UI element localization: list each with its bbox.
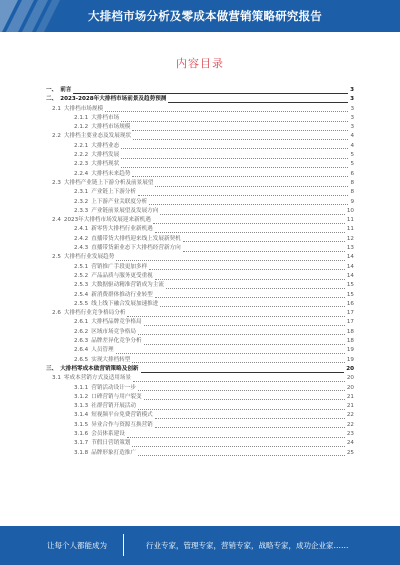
toc-entry[interactable] xyxy=(38,123,354,132)
toc-entry-number: 2.3.3 xyxy=(74,207,89,214)
toc-entry[interactable] xyxy=(38,170,354,179)
toc-page-number: 3 xyxy=(350,124,354,131)
footer-slogan: 让每个人都能成为 xyxy=(47,541,107,550)
toc-page-number: 8 xyxy=(350,179,354,186)
toc-entry[interactable] xyxy=(38,300,354,309)
toc-entry[interactable] xyxy=(38,328,354,337)
toc-page-number: 3 xyxy=(350,87,354,93)
toc-leader-dots xyxy=(138,404,345,410)
toc-entry-number: 3.1.8 xyxy=(74,449,89,456)
toc-page-number: 11 xyxy=(346,217,354,224)
toc-entry-number: 2.4.2 xyxy=(74,235,89,242)
toc-leader-dots xyxy=(116,255,345,261)
toc-entry-title: 大排档零成本做营销策略及创新 xyxy=(60,365,139,372)
toc-entry-number: 2.5 xyxy=(52,254,61,261)
toc-entry[interactable] xyxy=(38,374,354,383)
toc-page-number: 21 xyxy=(346,393,354,400)
toc-entry-number: 2.6.1 xyxy=(74,319,89,326)
toc-page-number: 22 xyxy=(346,412,354,419)
toc-entry[interactable] xyxy=(38,393,354,402)
toc-page-number: 24 xyxy=(346,440,354,447)
toc-entry[interactable] xyxy=(38,365,354,374)
toc-entry-number: 2.6 xyxy=(52,310,61,317)
footer-divider xyxy=(123,534,124,556)
toc-entry-title: 口碑营销与用户裂变 xyxy=(91,393,142,400)
toc-page-number: 3 xyxy=(350,105,354,112)
toc-entry-number: 2.2 xyxy=(52,133,61,140)
toc-entry-title: 大排档行业竞争格局分析 xyxy=(63,310,126,317)
toc-entry-title: 产业链上下游分析 xyxy=(91,189,136,196)
toc-page-number: 18 xyxy=(346,328,354,335)
toc-page-number: 13 xyxy=(346,245,354,252)
toc-page-number: 18 xyxy=(346,338,354,345)
toc-leader-dots xyxy=(121,143,348,149)
toc-entry-title: 会员体系建设 xyxy=(91,430,125,437)
toc-entry-title: 大数据驱动精准营销成为主流 xyxy=(91,282,164,289)
toc-entry[interactable] xyxy=(38,86,354,95)
toc-entry-number: 2.5.1 xyxy=(74,263,89,270)
toc-page-number: 19 xyxy=(346,347,354,354)
toc-entry[interactable] xyxy=(38,105,354,114)
toc-leader-dots xyxy=(138,329,345,335)
toc-entry-title: 2023年大排档市场发展迎来新机遇 xyxy=(63,217,151,224)
toc-entry-title: 品牌形象打造推广 xyxy=(91,449,136,456)
toc-entry[interactable] xyxy=(38,253,354,262)
toc-entry[interactable] xyxy=(38,384,354,393)
toc-entry[interactable] xyxy=(38,411,354,420)
toc-leader-dots xyxy=(132,357,344,363)
toc-entry[interactable] xyxy=(38,151,354,160)
toc-entry[interactable] xyxy=(38,216,354,225)
toc-leader-dots xyxy=(121,153,348,159)
toc-leader-dots xyxy=(144,339,345,345)
page-header xyxy=(0,0,400,32)
toc-page-number: 8 xyxy=(350,189,354,196)
toc-entry-number: 2.6.5 xyxy=(74,356,89,363)
toc-entry-title: 人员管理 xyxy=(91,347,114,354)
toc-entry-number: 2.5.4 xyxy=(74,291,89,298)
toc-entry-number: 2.1 xyxy=(52,105,61,112)
toc-page-number: 20 xyxy=(346,375,354,382)
toc-entry-number: 一、 xyxy=(46,87,58,93)
toc-page-number: 12 xyxy=(346,235,354,242)
toc-page-number: 14 xyxy=(346,254,354,261)
toc-entry-title: 大排档未来趋势 xyxy=(91,170,131,177)
toc-entry-title: 线上线下融合发展加速推进 xyxy=(91,300,159,307)
toc-entry-title: 大排档业态 xyxy=(91,142,120,149)
toc-entry[interactable] xyxy=(38,439,354,448)
toc-leader-dots xyxy=(155,274,345,280)
toc-leader-dots xyxy=(132,125,348,131)
toc-entry[interactable] xyxy=(38,356,354,365)
toc-leader-dots xyxy=(132,441,344,447)
toc-page-number: 11 xyxy=(346,226,354,233)
toc-entry-title: 新消费群体推动行业转型 xyxy=(91,291,153,298)
toc-entry[interactable] xyxy=(38,198,354,207)
toc-leader-dots xyxy=(127,432,345,438)
toc-page-number: 17 xyxy=(346,319,354,326)
toc-page-number: 3 xyxy=(350,96,354,103)
toc-entry-number: 3.1.2 xyxy=(74,393,89,400)
toc-entry[interactable] xyxy=(38,337,354,346)
toc-entry-number: 2.3 xyxy=(52,179,61,186)
report-title: 大排档市场分析及零成本做营销策略研究报告 xyxy=(88,9,322,23)
toc-entry-title: 新零售大排档行业新机遇 xyxy=(91,226,153,233)
toc-entry[interactable] xyxy=(38,309,354,318)
toc-entry[interactable] xyxy=(38,291,354,300)
toc-entry-title: 大排档品牌竞争格局 xyxy=(91,319,142,326)
toc-page-number: 3 xyxy=(350,114,354,121)
toc-leader-dots xyxy=(138,385,345,391)
toc-entry-title: 产品品质与服务更受重视 xyxy=(91,272,153,279)
toc-page-number: 10 xyxy=(346,207,354,214)
toc-entry[interactable] xyxy=(38,318,354,327)
toc-entry[interactable] xyxy=(38,188,354,197)
toc-entry[interactable] xyxy=(38,114,354,123)
toc-entry-number: 3.1.4 xyxy=(74,412,89,419)
toc-leader-dots xyxy=(144,320,345,326)
toc-entry-number: 3.1 xyxy=(52,375,61,382)
toc-leader-dots xyxy=(141,367,345,373)
toc-leader-dots xyxy=(116,348,345,354)
toc-entry-number: 2.1.1 xyxy=(74,114,89,121)
toc-leader-dots xyxy=(160,209,345,215)
header-stripe-decoration xyxy=(0,0,90,32)
toc-entry-title: 2023-2028年大排档市场前景及趋势预测 xyxy=(60,96,167,103)
toc-entry[interactable] xyxy=(38,225,354,234)
toc-leader-dots xyxy=(183,236,345,242)
toc-leader-dots xyxy=(138,450,345,456)
toc-entry-title: 产业链前景展望及发展方向 xyxy=(91,207,159,214)
toc-entry-title: 前言 xyxy=(60,87,72,93)
toc-page-number: 14 xyxy=(346,272,354,279)
toc-entry[interactable] xyxy=(38,179,354,188)
toc-leader-dots xyxy=(105,106,348,112)
toc-page-number: 20 xyxy=(346,365,354,372)
toc-entry-number: 2.4.3 xyxy=(74,245,89,252)
toc-entry-title: 短视频平台免费营销模式 xyxy=(91,412,153,419)
toc-page-number: 16 xyxy=(346,300,354,307)
toc-entry-title: 大排档发展 xyxy=(91,152,120,159)
toc-entry[interactable] xyxy=(38,132,354,141)
toc-leader-dots xyxy=(155,413,345,419)
toc-entry-title: 上下游产业关联度分析 xyxy=(91,198,148,205)
toc-page-number: 25 xyxy=(346,449,354,456)
toc-entry-number: 3.1.6 xyxy=(74,430,89,437)
toc-entry[interactable] xyxy=(38,244,354,253)
toc-leader-dots xyxy=(149,264,345,270)
page-footer xyxy=(0,526,400,565)
toc-entry-title: 区域市场竞争格局 xyxy=(91,328,136,335)
toc-page-number: 14 xyxy=(346,263,354,270)
toc-leader-dots xyxy=(127,311,344,317)
toc-leader-dots xyxy=(121,162,348,168)
toc-entry[interactable] xyxy=(38,207,354,216)
toc-entry-number: 2.5.5 xyxy=(74,300,89,307)
toc-entry[interactable] xyxy=(38,346,354,355)
toc-entry-number: 3.1.3 xyxy=(74,403,89,410)
toc-leader-dots xyxy=(155,227,345,233)
toc-page-number: 15 xyxy=(346,291,354,298)
toc-entry-number: 2.4.1 xyxy=(74,226,89,233)
toc-page-number: 15 xyxy=(346,282,354,289)
toc-entry[interactable] xyxy=(38,430,354,439)
toc-entry[interactable] xyxy=(38,235,354,244)
toc-entry-title: 大排档市场规模 xyxy=(91,124,131,131)
toc-leader-dots xyxy=(121,116,348,122)
toc-page-number: 21 xyxy=(346,403,354,410)
toc-page-number: 22 xyxy=(346,421,354,428)
footer-tagline: 行业专家，管理专家，营销专家，战略专家，成功企业家…… xyxy=(146,541,349,550)
toc-entry-number: 2.3.2 xyxy=(74,198,89,205)
toc-entry-number: 2.6.4 xyxy=(74,347,89,354)
toc-page-number: 20 xyxy=(346,384,354,391)
toc-leader-dots xyxy=(133,134,348,140)
toc-entry-title: 大排档主要业态及发展现状 xyxy=(63,133,132,140)
toc-entry[interactable] xyxy=(38,402,354,411)
toc-entry-number: 2.4 xyxy=(52,217,61,224)
toc-entry-number: 2.2.1 xyxy=(74,142,89,149)
toc-leader-dots xyxy=(133,376,345,382)
toc-entry-title: 大排档市场规模 xyxy=(63,105,104,112)
toc-leader-dots xyxy=(160,301,345,307)
toc-page-number: 5 xyxy=(350,161,354,168)
toc-leader-dots xyxy=(155,422,345,428)
toc-page-number: 17 xyxy=(346,310,354,317)
toc-page-number: 4 xyxy=(350,133,354,140)
toc-entry-number: 2.5.3 xyxy=(74,282,89,289)
toc-page-number: 4 xyxy=(350,142,354,149)
toc-entry-number: 2.2.4 xyxy=(74,170,89,177)
toc-entry[interactable] xyxy=(38,263,354,272)
toc-entry[interactable] xyxy=(38,142,354,151)
toc-entry-number: 三、 xyxy=(46,365,58,372)
toc-heading: 内容目录 xyxy=(176,57,224,70)
toc-leader-dots xyxy=(144,394,345,400)
toc-page-number: 9 xyxy=(350,198,354,205)
toc-entry-number: 2.6.2 xyxy=(74,328,89,335)
toc-entry-number: 3.1.5 xyxy=(74,421,89,428)
toc-entry[interactable] xyxy=(38,421,354,430)
toc-entry-title: 社群营销开展活动 xyxy=(91,403,136,410)
toc-entry-number: 2.2.2 xyxy=(74,152,89,159)
toc-entry-number: 二、 xyxy=(46,96,58,103)
toc-page-number: 5 xyxy=(350,152,354,159)
toc-leader-dots xyxy=(73,88,348,94)
toc-entry-title: 异业合作与资源互换营销 xyxy=(91,421,153,428)
toc-leader-dots xyxy=(132,171,348,177)
toc-entry-title: 零成本营销方式及适用场景 xyxy=(63,375,132,382)
toc-entry-title: 直播带货大排档迎来线上发展新契机 xyxy=(91,235,181,242)
toc-entry-title: 节假日营销策划 xyxy=(91,440,131,447)
toc-entry-number: 2.3.1 xyxy=(74,189,89,196)
toc-entry-title: 营销活动设计一步 xyxy=(91,384,136,391)
toc-entry[interactable] xyxy=(38,272,354,281)
toc-leader-dots xyxy=(153,218,345,224)
toc-entry[interactable] xyxy=(38,160,354,169)
toc-leader-dots xyxy=(168,97,348,103)
toc-entry-title: 大排档市场 xyxy=(91,114,120,121)
toc-entry-number: 2.2.3 xyxy=(74,161,89,168)
toc-leader-dots xyxy=(149,199,348,205)
toc-entry-number: 2.5.2 xyxy=(74,272,89,279)
toc-entry-title: 直播带货新业态下大排档经营新方向 xyxy=(91,245,181,252)
toc-page-number: 19 xyxy=(346,356,354,363)
toc-leader-dots xyxy=(155,181,348,187)
toc-leader-dots xyxy=(183,246,345,252)
toc-entry-number: 3.1.1 xyxy=(74,384,89,391)
toc-entry-number: 2.6.3 xyxy=(74,338,89,345)
toc-entry-number: 2.1.2 xyxy=(74,124,89,131)
toc-leader-dots xyxy=(166,283,345,289)
table-of-contents xyxy=(38,86,354,511)
toc-leader-dots xyxy=(138,190,348,196)
toc-page-number: 6 xyxy=(350,170,354,177)
toc-entry-title: 营销推广手段更加多样 xyxy=(91,263,148,270)
toc-entry[interactable] xyxy=(38,449,354,458)
toc-leader-dots xyxy=(155,292,345,298)
toc-entry-title: 大排档现状 xyxy=(91,161,120,168)
toc-entry[interactable] xyxy=(38,95,354,104)
toc-entry-title: 品牌差异化竞争分析 xyxy=(91,338,142,345)
toc-entry-title: 实现大排档转型 xyxy=(91,356,131,363)
toc-entry-title: 大排档产业链上下游分析及前景展望 xyxy=(63,179,154,186)
toc-entry-title: 大排档行业发展趋势 xyxy=(63,254,115,261)
toc-entry-number: 3.1.7 xyxy=(74,440,89,447)
toc-entry[interactable] xyxy=(38,281,354,290)
toc-page-number: 23 xyxy=(346,430,354,437)
